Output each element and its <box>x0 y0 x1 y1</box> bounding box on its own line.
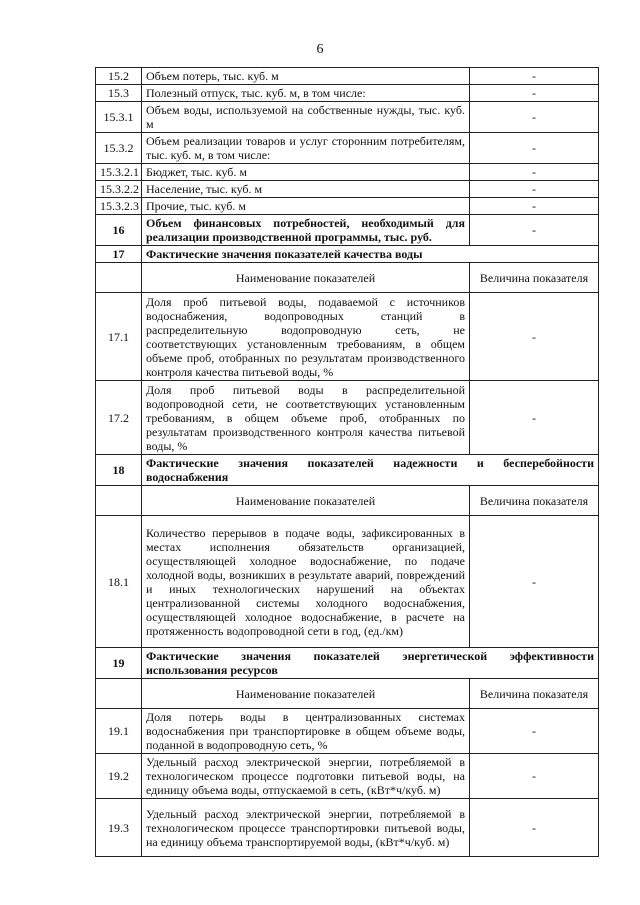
table-row <box>96 709 599 754</box>
row-number: 15.2 <box>96 68 142 85</box>
row-value: - <box>470 516 599 648</box>
row-text: Объем реализации товаров и услуг сторонним потребителям, тыс. куб. м, в том числе: <box>142 133 470 164</box>
row-text: Прочие, тыс. куб. м <box>142 198 470 215</box>
table-row <box>96 85 599 102</box>
row-text: Доля потерь воды в централизованных системах водоснабжения при транспортировке в общем объеме воды, поданной в водопроводную сеть, % <box>142 709 470 754</box>
row-value: - <box>470 181 599 198</box>
section-number: 18 <box>96 455 142 486</box>
section-title: Фактические значения показателей надежности и бесперебойности водоснабжения <box>142 455 599 486</box>
row-value: - <box>470 293 599 381</box>
row-value: - <box>470 133 599 164</box>
row-number: 19.1 <box>96 709 142 754</box>
row-number: 17.1 <box>96 293 142 381</box>
table-row <box>96 181 599 198</box>
row-text: Количество перерывов в подаче воды, зафиксированных в местах исполнения обязательств организацией, осуществляющей холодное водоснабжение, по подаче холодной воды, возникших в результате аварий, повреждений и иных технологических нарушений на объектах централизованной системы холодного водоснабжения, осуществляющей холодное водоснабжение, в расчете на протяженность водопроводной сети в год, (ед./км) <box>142 516 470 648</box>
row-number: 15.3 <box>96 85 142 102</box>
row-number: 15.3.2.1 <box>96 164 142 181</box>
row-text: Бюджет, тыс. куб. м <box>142 164 470 181</box>
table-header-row <box>96 679 599 709</box>
column-header-name: Наименование показателей <box>142 486 470 516</box>
section-row <box>96 455 599 486</box>
row-number: 15.3.2.2 <box>96 181 142 198</box>
section-title: Фактические значения показателей качества воды <box>142 246 599 263</box>
table-row <box>96 293 599 381</box>
column-header-name: Наименование показателей <box>142 263 470 293</box>
row-number: 18.1 <box>96 516 142 648</box>
indicators-table <box>95 67 599 857</box>
row-number: 19.2 <box>96 754 142 799</box>
section-row <box>96 648 599 679</box>
row-number: 15.3.2.3 <box>96 198 142 215</box>
row-text: Население, тыс. куб. м <box>142 181 470 198</box>
table-row <box>96 198 599 215</box>
row-text: Объем воды, используемой на собственные нужды, тыс. куб. м <box>142 102 470 133</box>
row-value: - <box>470 68 599 85</box>
row-value: - <box>470 799 599 857</box>
row-value: - <box>470 754 599 799</box>
column-header-name: Наименование показателей <box>142 679 470 709</box>
row-number: 15.3.1 <box>96 102 142 133</box>
table-row <box>96 164 599 181</box>
row-text: Объем финансовых потребностей, необходимый для реализации производственной программы, тыс. руб. <box>142 215 470 246</box>
row-text: Удельный расход электрической энергии, потребляемой в технологическом процессе подготовки питьевой воды, на единицу объема воды, отпускаемой в сеть, (кВт*ч/куб. м) <box>142 754 470 799</box>
row-number: 16 <box>96 215 142 246</box>
section-number: 17 <box>96 246 142 263</box>
table-row <box>96 381 599 455</box>
row-value: - <box>470 102 599 133</box>
table-row <box>96 133 599 164</box>
row-number: 17.2 <box>96 381 142 455</box>
row-value: - <box>470 381 599 455</box>
table-row <box>96 516 599 648</box>
table-header-row <box>96 486 599 516</box>
table-row <box>96 215 599 246</box>
row-value: - <box>470 85 599 102</box>
row-value: - <box>470 215 599 246</box>
row-text: Удельный расход электрической энергии, потребляемой в технологическом процессе транспортировки питьевой воды, на единицу объема транспортируемой воды, (кВт*ч/куб. м) <box>142 799 470 857</box>
column-header-value: Величина показателя <box>470 679 599 709</box>
row-value: - <box>470 709 599 754</box>
row-number: 15.3.2 <box>96 133 142 164</box>
section-title: Фактические значения показателей энергетической эффективности использования ресурсов <box>142 648 599 679</box>
row-text: Объем потерь, тыс. куб. м <box>142 68 470 85</box>
row-text: Доля проб питьевой воды, подаваемой с источников водоснабжения, водопроводных станций в распределительную водопроводную сеть, не соответствующих установленным требованиям, в общем объеме проб, отобранных по результатам производственного контроля качества питьевой воды, % <box>142 293 470 381</box>
column-header-value: Величина показателя <box>470 263 599 293</box>
table-row <box>96 754 599 799</box>
table-row <box>96 102 599 133</box>
column-header-value: Величина показателя <box>470 486 599 516</box>
table-header-row <box>96 263 599 293</box>
section-number: 19 <box>96 648 142 679</box>
row-value: - <box>470 164 599 181</box>
table-row <box>96 799 599 857</box>
row-number: 19.3 <box>96 799 142 857</box>
row-value: - <box>470 198 599 215</box>
page-number: 6 <box>316 42 324 57</box>
section-row <box>96 246 599 263</box>
row-text: Полезный отпуск, тыс. куб. м, в том числе: <box>142 85 470 102</box>
row-text: Доля проб питьевой воды в распределительной водопроводной сети, не соответствующих установленным требованиям, в общем объеме проб, отобранных по результатам производственного контроля качества питьевой воды, % <box>142 381 470 455</box>
table-row <box>96 68 599 85</box>
